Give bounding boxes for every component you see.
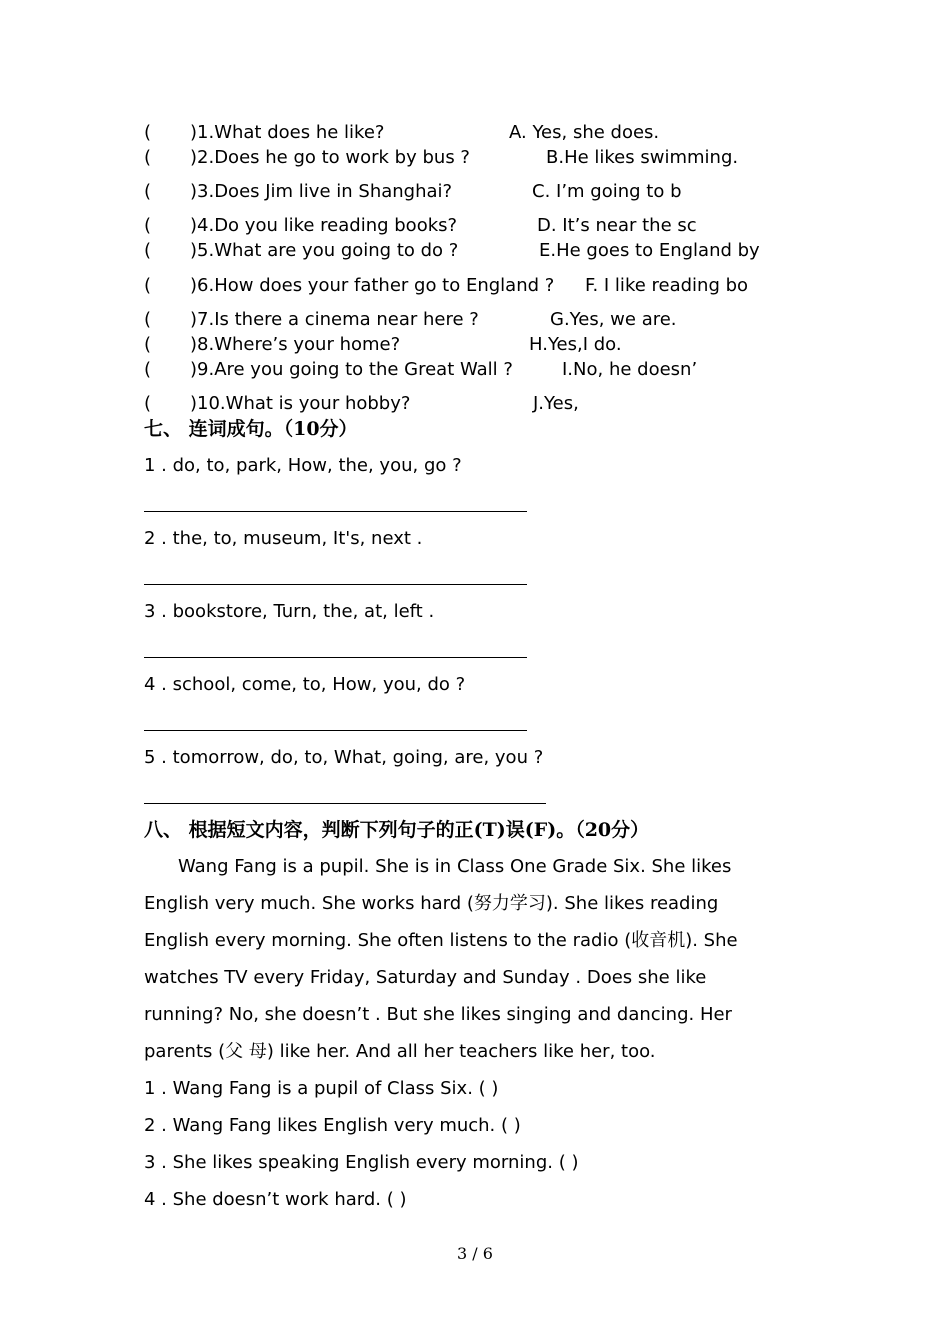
question-text: )3.Does Jim live in Shanghai?: [190, 181, 453, 202]
answer-line[interactable]: [144, 730, 527, 731]
true-false-item: 2 . Wang Fang likes English very much. ( ): [144, 1115, 521, 1136]
sentence-item: 2 . the, to, museum, It's, next .: [144, 528, 423, 549]
answer-option: E.He goes to England by: [539, 240, 760, 261]
answer-option: A. Yes, she does.: [509, 122, 660, 143]
true-false-item: 3 . She likes speaking English every morning. ( ): [144, 1152, 579, 1173]
question-text: )6.How does your father go to England ?: [190, 275, 555, 296]
sentence-item: 5 . tomorrow, do, to, What, going, are, you ?: [144, 747, 544, 768]
true-false-list: [144, 1070, 794, 1218]
answer-paren: (: [144, 334, 152, 355]
question-text: )10.What is your hobby?: [190, 393, 411, 414]
answer-paren: (: [144, 240, 152, 261]
passage-line: English very much. She works hard (努力学习). She likes reading: [144, 893, 719, 914]
question-text: )7.Is there a cinema near here ?: [190, 309, 479, 330]
question-text: )9.Are you going to the Great Wall ?: [190, 359, 513, 380]
answer-option: H.Yes,I do.: [529, 334, 622, 355]
sentence-item: 3 . bookstore, Turn, the, at, left .: [144, 601, 435, 622]
answer-paren: (: [144, 122, 152, 143]
true-false-item: 1 . Wang Fang is a pupil of Class Six. ( ): [144, 1078, 499, 1099]
passage-line: Wang Fang is a pupil. She is in Class One Grade Six. She likes: [178, 856, 732, 877]
answer-option: B.He likes swimming.: [546, 147, 739, 168]
answer-line[interactable]: [144, 803, 546, 804]
question-text: )2.Does he go to work by bus ?: [190, 147, 470, 168]
sentence-item: 4 . school, come, to, How, you, do ?: [144, 674, 466, 695]
answer-option: I.No, he doesn’: [562, 359, 698, 380]
answer-line[interactable]: [144, 511, 527, 512]
question-text: )4.Do you like reading books?: [190, 215, 458, 236]
passage-line: watches TV every Friday, Saturday and Sunday . Does she like: [144, 967, 707, 988]
answer-line[interactable]: [144, 584, 527, 585]
answer-option: D. It’s near the sc: [537, 215, 697, 236]
passage-line: running? No, she doesn’t . But she likes singing and dancing. Her: [144, 1004, 732, 1025]
answer-option: G.Yes, we are.: [550, 309, 677, 330]
question-text: )1.What does he like?: [190, 122, 385, 143]
question-text: )8.Where’s your home?: [190, 334, 401, 355]
answer-paren: (: [144, 275, 152, 296]
reading-passage: [144, 848, 794, 1070]
question-text: )5.What are you going to do ?: [190, 240, 459, 261]
true-false-item: 4 . She doesn’t work hard. ( ): [144, 1189, 407, 1210]
answer-paren: (: [144, 181, 152, 202]
answer-paren: (: [144, 359, 152, 380]
answer-option: C. I’m going to b: [532, 181, 682, 202]
answer-option: F. I like reading bo: [585, 275, 749, 296]
sentence-item: 1 . do, to, park, How, the, you, go ?: [144, 455, 462, 476]
answer-option: J.Yes,: [533, 393, 579, 414]
answer-line[interactable]: [144, 657, 527, 658]
answer-paren: (: [144, 393, 152, 414]
answer-paren: (: [144, 215, 152, 236]
page-number: 3 / 6: [457, 1244, 493, 1263]
section7-title: 七、 连词成句。（10分）: [144, 418, 358, 440]
answer-paren: (: [144, 147, 152, 168]
answer-paren: (: [144, 309, 152, 330]
section8-title: 八、 根据短文内容，判断下列句子的正(T)误(F)。（20分）: [144, 819, 650, 841]
passage-line: parents (父 母) like her. And all her teachers like her, too.: [144, 1041, 656, 1062]
passage-line: English every morning. She often listens to the radio (收音机). She: [144, 930, 738, 951]
